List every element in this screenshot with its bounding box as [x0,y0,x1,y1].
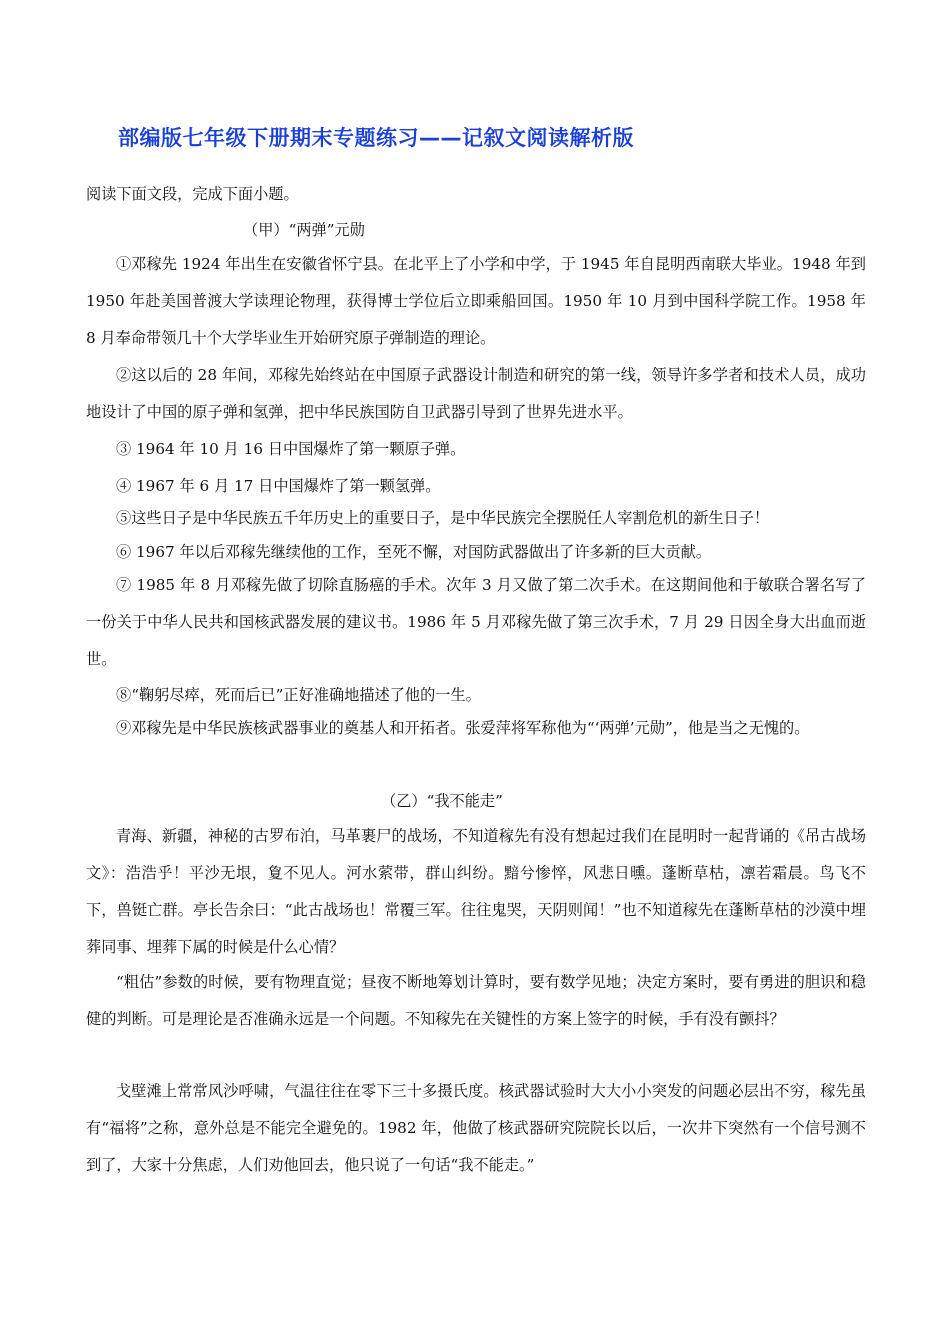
section-a-paragraph-6: ⑥ 1967 年以后邓稼先继续他的工作，至死不懈，对国防武器做出了许多新的巨大贡献。 [116,543,712,561]
section-a-paragraph-9: ⑨邓稼先是中华民族核武器事业的奠基人和开拓者。张爱萍将军称他为“‘两弹’元勋”，他是当之无愧的。 [116,719,810,737]
section-a-paragraph-8: ⑧“鞠躬尽瘁，死而后已”正好准确地描述了他的一生。 [116,686,481,704]
section-a-paragraph-5: ⑤这些日子是中华民族五千年历史上的重要日子，是中华民族完全摆脱任人宰割危机的新生日子！ [116,509,770,527]
section-b-paragraph-2: “粗估”参数的时候，要有物理直觉；昼夜不断地筹划计算时，要有数学见地；决定方案时，要有勇进的胆识和稳健的判断。可是理论是否准确永远是一个问题。不知稼先在关键性的方案上签字的时候，手有没有颤抖？ [86,973,866,1028]
section-a-paragraph-4: ④ 1967 年 6 月 17 日中国爆炸了第一颗氢弹。 [116,477,441,495]
section-b-heading: （乙）“我不能走” [381,792,503,810]
section-b-paragraph-3: 戈壁滩上常常风沙呼啸，气温往往在零下三十多摄氏度。核武器试验时大大小小突发的问题必层出不穷，稼先虽有“福将”之称，意外总是不能完全避免的。1982 年，他做了核武器研究院院长以后，一次井下突然有一个信号测不到了，大家十分焦虑，人们劝他回去，他只说了一句话“我不能走。” [86,1082,866,1174]
document-title: 部编版七年级下册期末专题练习——记叙文阅读解析版 [118,126,634,150]
instruction-text: 阅读下面文段，完成下面小题。 [86,185,299,203]
section-a-paragraph-1: ①邓稼先 1924 年出生在安徽省怀宁县。在北平上了小学和中学，于 1945 年自昆明西南联大毕业。1948 年到 1950 年赴美国普渡大学读理论物理，获得博士学位后立即乘船回国。1950 年 10 月到中国科学院工作。1958 年 8 月奉命带领几十个大学毕业生开始研究原子弹制造的理论。 [86,255,866,347]
section-a-paragraph-7: ⑦ 1985 年 8 月邓稼先做了切除直肠癌的手术。次年 3 月又做了第二次手术。在这期间他和于敏联合署名写了一份关于中华人民共和国核武器发展的建议书。1986 年 5 月邓稼先做了第三次手术，7 月 29 日因全身大出血而逝世。 [86,576,866,668]
section-b-paragraph-1: 青海、新疆，神秘的古罗布泊，马革裹尸的战场，不知道稼先有没有想起过我们在昆明时一起背诵的《吊古战场文》：浩浩乎！平沙无垠，夐不见人。河水萦带，群山纠纷。黯兮惨悴，风悲日曛。蓬断草枯，凛若霜晨。鸟飞不下，兽铤亡群。亭长告余曰：“此古战场也！常覆三军。往往鬼哭，天阴则闻！”也不知道稼先在蓬断草枯的沙漠中埋葬同事、埋葬下属的时候是什么心情？ [86,827,866,956]
section-a-paragraph-2: ②这以后的 28 年间，邓稼先始终站在中国原子武器设计制造和研究的第一线，领导许多学者和技术人员，成功地设计了中国的原子弹和氢弹，把中华民族国防自卫武器引导到了世界先进水平。 [86,366,866,421]
section-a-paragraph-3: ③ 1964 年 10 月 16 日中国爆炸了第一颗原子弹。 [116,440,466,458]
section-a-heading: （甲）“两弹”元勋 [243,221,365,239]
